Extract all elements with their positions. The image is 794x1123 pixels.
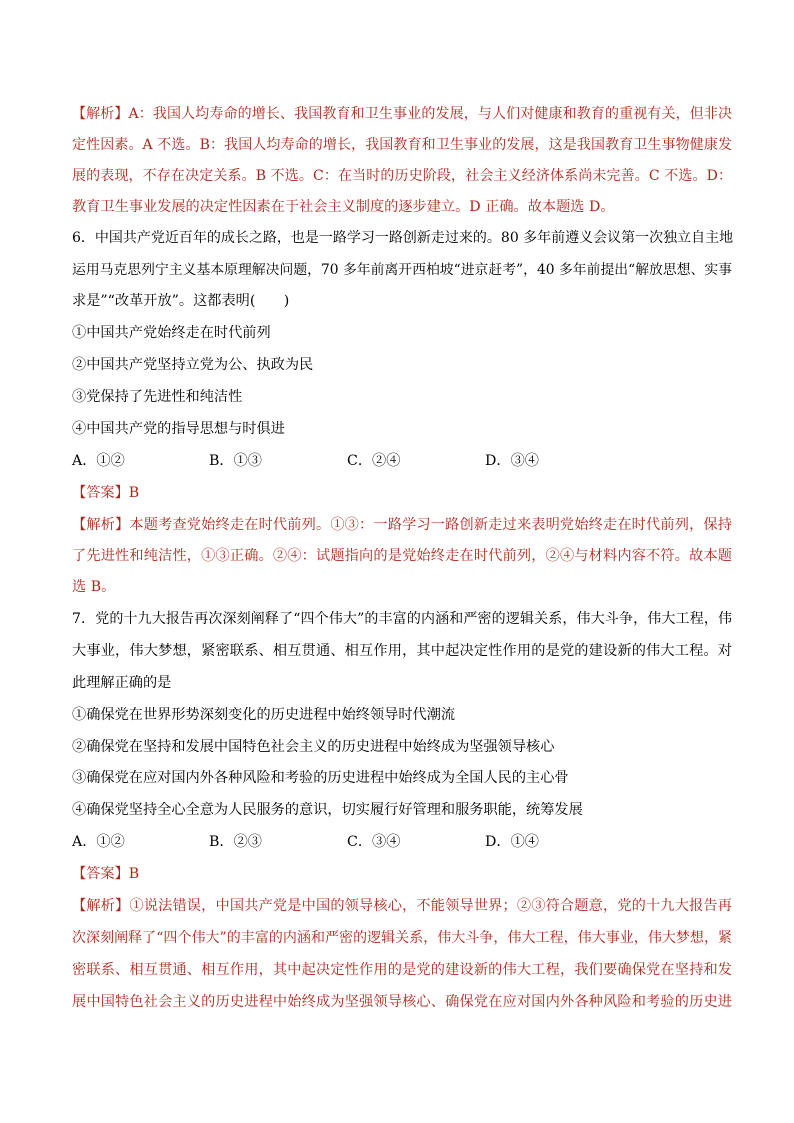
q5-analysis-line: 【解析】A：我国人均寿命的增长、我国教育和卫生事业的发展，与人们对健康和教育的重视有关，但非决 xyxy=(72,106,733,122)
q6-option-a: A．①② xyxy=(72,453,125,469)
q7-option-d: D．①④ xyxy=(485,834,539,850)
q7-option-c: C．③④ xyxy=(347,834,401,850)
q5-analysis-line: 展的表现，不存在决定关系。B 不选。C：在当时的历史阶段，社会主义经济体系尚未完善。C 不选。D： xyxy=(72,168,732,184)
q6-analysis-line: 【解析】本题考查党始终走在时代前列。①③：一路学习一路创新走过来表明党始终走在时代前列，保持 xyxy=(72,517,732,533)
q7-statement: ①确保党在世界形势深刻变化的历史进程中始终领导时代潮流 xyxy=(72,707,456,723)
q6-stem-line: 6．中国共产党近百年的成长之路，也是一路学习一路创新走过来的。80 多年前遵义会议第一次独立自主地 xyxy=(72,230,734,246)
q5-analysis-line: 定性因素。A 不选。B：我国人均寿命的增长，我国教育和卫生事业的发展，这是我国教育卫生事物健康发 xyxy=(72,137,732,153)
q6-option-b: B．①③ xyxy=(209,453,262,469)
q7-stem-line: 大事业，伟大梦想，紧密联系、相互贯通、相互作用，其中起决定性作用的是党的建设新的伟大工程。对 xyxy=(72,643,732,659)
q6-statement: ①中国共产党始终走在时代前列 xyxy=(72,325,271,341)
q7-answer xyxy=(72,864,732,884)
analysis-label: 【解析】 xyxy=(72,898,130,914)
answer-label: 【答案】 xyxy=(72,866,129,882)
q6-statement: ③党保持了先进性和纯洁性 xyxy=(72,389,243,405)
answer-value: B xyxy=(128,866,140,882)
q6-statement: ②中国共产党坚持立党为公、执政为民 xyxy=(72,357,314,373)
q6-option-d: D．③④ xyxy=(485,453,539,469)
q6-analysis-line: 了先进性和纯洁性，①③正确。②④：试题指向的是党始终走在时代前列，②④与材料内容不符。故本题 xyxy=(72,548,732,564)
q7-statement: ③确保党在应对国内外各种风险和考验的历史进程中始终成为全国人民的主心骨 xyxy=(72,770,569,786)
q7-statement: ②确保党在坚持和发展中国特色社会主义的历史进程中始终成为坚强领导核心 xyxy=(72,739,555,755)
q6-statement: ④中国共产党的指导思想与时俱进 xyxy=(72,421,285,437)
q7-analysis-line: 【解析】①说法错误，中国共产党是中国的领导核心，不能领导世界；②③符合题意，党的十九大报告再 xyxy=(72,898,732,914)
q7-analysis-line: 次深刻阐释了“四个伟大”的丰富的内涵和严密的逻辑关系，伟大斗争，伟大工程，伟大事业，伟大梦想，紧 xyxy=(72,930,732,946)
answer-value: B xyxy=(128,485,140,501)
analysis-label: 【解析】 xyxy=(72,106,129,122)
q6-option-c: C．②④ xyxy=(347,453,401,469)
q7-option-a: A．①② xyxy=(72,834,125,850)
q7-stem-line: 此理解正确的是 xyxy=(72,675,172,691)
q6-analysis-line: 选 B。 xyxy=(72,579,116,595)
q7-statement: ④确保党坚持全心全意为人民服务的意识，切实履行好管理和服务职能，统筹发展 xyxy=(72,802,583,818)
q5-analysis-line: 教育卫生事业发展的决定性因素在于社会主义制度的逐步建立。D 正确。故本题选 D。 xyxy=(72,199,615,215)
q7-analysis-line: 密联系、相互贯通、相互作用，其中起决定性作用的是党的建设新的伟大工程，我们要确保党在坚持和发 xyxy=(72,962,732,978)
q6-stem-line: 运用马克思列宁主义基本原理解决问题，70 多年前离开西柏坡“进京赶考”，40 多年前提出“解放思想、实事 xyxy=(72,262,732,278)
q6-answer xyxy=(72,483,732,503)
q7-option-b: B．②③ xyxy=(209,834,262,850)
answer-label: 【答案】 xyxy=(72,485,129,501)
analysis-label: 【解析】 xyxy=(72,517,130,533)
q6-stem-line: 求是”“改革开放”。这都表明( ) xyxy=(72,293,290,309)
q7-stem-line: 7．党的十九大报告再次深刻阐释了“四个伟大”的丰富的内涵和严密的逻辑关系，伟大斗争，伟大工程，伟 xyxy=(72,611,732,627)
q7-analysis-line: 展中国特色社会主义的历史进程中始终成为坚强领导核心、确保党在应对国内外各种风险和考验的历史进 xyxy=(72,994,732,1010)
